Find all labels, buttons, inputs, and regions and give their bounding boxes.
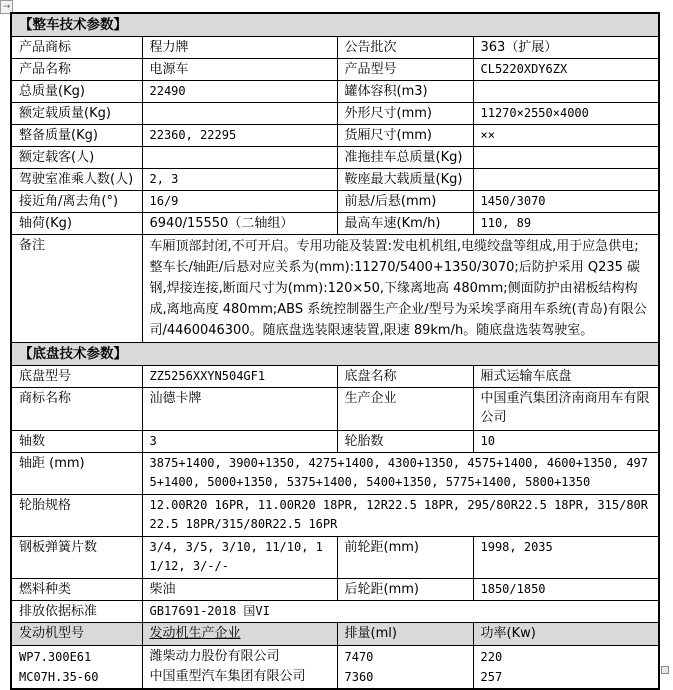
param-value: 11270×2550×4000 — [473, 103, 659, 125]
param-value — [142, 103, 337, 125]
param-value: 厢式运输车底盘 — [473, 366, 659, 388]
param-label: 商标名称 — [11, 388, 142, 431]
param-value: 程力牌 — [142, 37, 337, 59]
param-value: CL5220XDY6ZX — [473, 59, 659, 81]
remark-label: 备注 — [11, 235, 142, 343]
table-anchor-icon: → — [0, 0, 13, 14]
param-value — [473, 169, 659, 191]
param-value: 1450/3070 — [473, 191, 659, 213]
param-label: 钢板弹簧片数 — [11, 537, 142, 579]
engine-models — [11, 646, 142, 690]
engine-model-header: 发动机型号 — [11, 623, 142, 646]
table-row — [11, 453, 659, 495]
remark-text: 车厢顶部封闭,不可开启。专用功能及装置:发电机机组,电缆绞盘等组成,用于应急供电;整车长/轴距/后悬对应关系为(mm):11270/5400+1350/3070;后防护采用 Q235 碳钢,焊接连接,断面尺寸为(mm):120×50,下缘离地高 480mm;侧面防护由裙板结构构成,离地高度 480mm;ABS 系统控制器生产企业/型号为采埃孚商用车系统(青岛)有限公司/4460046300。随底盘选装限速装置,限速 89km/h。随底盘选装驾驶室。 — [142, 235, 659, 343]
param-label: 总质量(Kg) — [11, 81, 142, 103]
table-row — [11, 37, 659, 59]
param-label: 驾驶室准乘人数(人) — [11, 169, 142, 191]
table-row — [11, 537, 659, 579]
table-row — [11, 81, 659, 103]
engine-displacements — [337, 646, 473, 690]
engine-data-row — [11, 646, 659, 690]
table-row — [11, 601, 659, 623]
engine-manufacturer-header: 发动机生产企业 — [142, 623, 337, 646]
vehicle-spec-table — [10, 12, 660, 690]
param-value — [142, 147, 337, 169]
engine-power: 257 — [480, 670, 503, 684]
table-row — [11, 103, 659, 125]
param-label: 底盘名称 — [337, 366, 473, 388]
table-row — [11, 495, 659, 537]
table-row — [11, 366, 659, 388]
table-row — [11, 13, 659, 37]
param-value: 1998, 2035 — [473, 537, 659, 579]
param-label: 货厢尺寸(mm) — [337, 125, 473, 147]
table-row — [11, 191, 659, 213]
param-value: 10 — [473, 431, 659, 453]
param-value: 柴油 — [142, 579, 337, 601]
table-row — [11, 388, 659, 431]
param-value: 22490 — [142, 81, 337, 103]
section-title-chassis-params: 【底盘技术参数】 — [11, 343, 659, 366]
engine-power-header: 功率(Kw) — [473, 623, 659, 646]
param-label: 产品名称 — [11, 59, 142, 81]
table-row — [11, 213, 659, 235]
engine-displacement-header: 排量(ml) — [337, 623, 473, 646]
table-row — [11, 431, 659, 453]
engine-powers — [473, 646, 659, 690]
table-row — [11, 579, 659, 601]
tire-spec-label: 轮胎规格 — [11, 495, 142, 537]
param-value — [473, 147, 659, 169]
engine-manufacturer: 中国重型汽车集团有限公司 — [149, 669, 306, 684]
emission-value: GB17691-2018 国VI — [142, 601, 659, 623]
param-label: 最高车速(Km/h) — [337, 213, 473, 235]
param-value: 2, 3 — [142, 169, 337, 191]
param-label: 轴荷(Kg) — [11, 213, 142, 235]
param-value: 363（扩展） — [473, 37, 659, 59]
param-value: 3/4, 3/5, 3/10, 11/10, 11/12, 3/-/- — [142, 537, 337, 579]
engine-manufacturers — [142, 646, 337, 690]
emission-label: 排放依据标准 — [11, 601, 142, 623]
table-row — [11, 343, 659, 366]
engine-displacement: 7360 — [344, 670, 374, 684]
param-label: 产品商标 — [11, 37, 142, 59]
param-label: 底盘型号 — [11, 366, 142, 388]
param-label: 额定载质量(Kg) — [11, 103, 142, 125]
param-label: 整备质量(Kg) — [11, 125, 142, 147]
param-value: 电源车 — [142, 59, 337, 81]
table-row — [11, 235, 659, 343]
param-value: 6940/15550（二轴组） — [142, 213, 337, 235]
engine-header-row — [11, 623, 659, 646]
param-value: ×× — [473, 125, 659, 147]
table-resize-handle[interactable] — [661, 666, 669, 674]
param-value: 汕德卡牌 — [142, 388, 337, 431]
param-value: 1850/1850 — [473, 579, 659, 601]
engine-model: MC07H.35-60 — [19, 670, 99, 684]
tire-spec-value: 12.00R20 16PR, 11.00R20 18PR, 12R22.5 18PR, 295/80R22.5 18PR, 315/80R22.5 18PR/315/80R22.5 16PR — [142, 495, 659, 537]
param-label: 额定载客(人) — [11, 147, 142, 169]
table-row — [11, 169, 659, 191]
table-row — [11, 125, 659, 147]
param-label: 前悬/后悬(mm) — [337, 191, 473, 213]
engine-power: 220 — [480, 650, 503, 664]
param-label: 轴数 — [11, 431, 142, 453]
table-row — [11, 59, 659, 81]
param-label: 罐体容积(m3) — [337, 81, 473, 103]
param-value: 22360, 22295 — [142, 125, 337, 147]
table-row — [11, 147, 659, 169]
section-title-vehicle-params: 【整车技术参数】 — [11, 13, 659, 37]
param-label: 轮胎数 — [337, 431, 473, 453]
param-value — [473, 81, 659, 103]
param-label: 准拖挂车总质量(Kg) — [337, 147, 473, 169]
param-label: 产品型号 — [337, 59, 473, 81]
param-label: 接近角/离去角(°) — [11, 191, 142, 213]
param-label: 后轮距(mm) — [337, 579, 473, 601]
wheelbase-value: 3875+1400, 3900+1350, 4275+1400, 4300+1350, 4575+1400, 4600+1350, 4975+1400, 5000+1350, 5375+1400, 5400+1350, 5775+1400, 5800+1350 — [142, 453, 659, 495]
engine-model: WP7.300E61 — [19, 650, 92, 664]
param-value: 3 — [142, 431, 337, 453]
param-label: 生产企业 — [337, 388, 473, 431]
param-label: 公告批次 — [337, 37, 473, 59]
param-label: 燃料种类 — [11, 579, 142, 601]
engine-displacement: 7470 — [344, 650, 374, 664]
param-value: 110, 89 — [473, 213, 659, 235]
param-value: ZZ5256XXYN504GF1 — [142, 366, 337, 388]
param-value: 中国重汽集团济南商用车有限公司 — [473, 388, 659, 431]
param-label: 前轮距(mm) — [337, 537, 473, 579]
param-label: 鞍座最大载质量(Kg) — [337, 169, 473, 191]
wheelbase-label: 轴距 (mm) — [11, 453, 142, 495]
param-value: 16/9 — [142, 191, 337, 213]
param-label: 外形尺寸(mm) — [337, 103, 473, 125]
engine-manufacturer: 潍柴动力股份有限公司 — [149, 649, 280, 664]
